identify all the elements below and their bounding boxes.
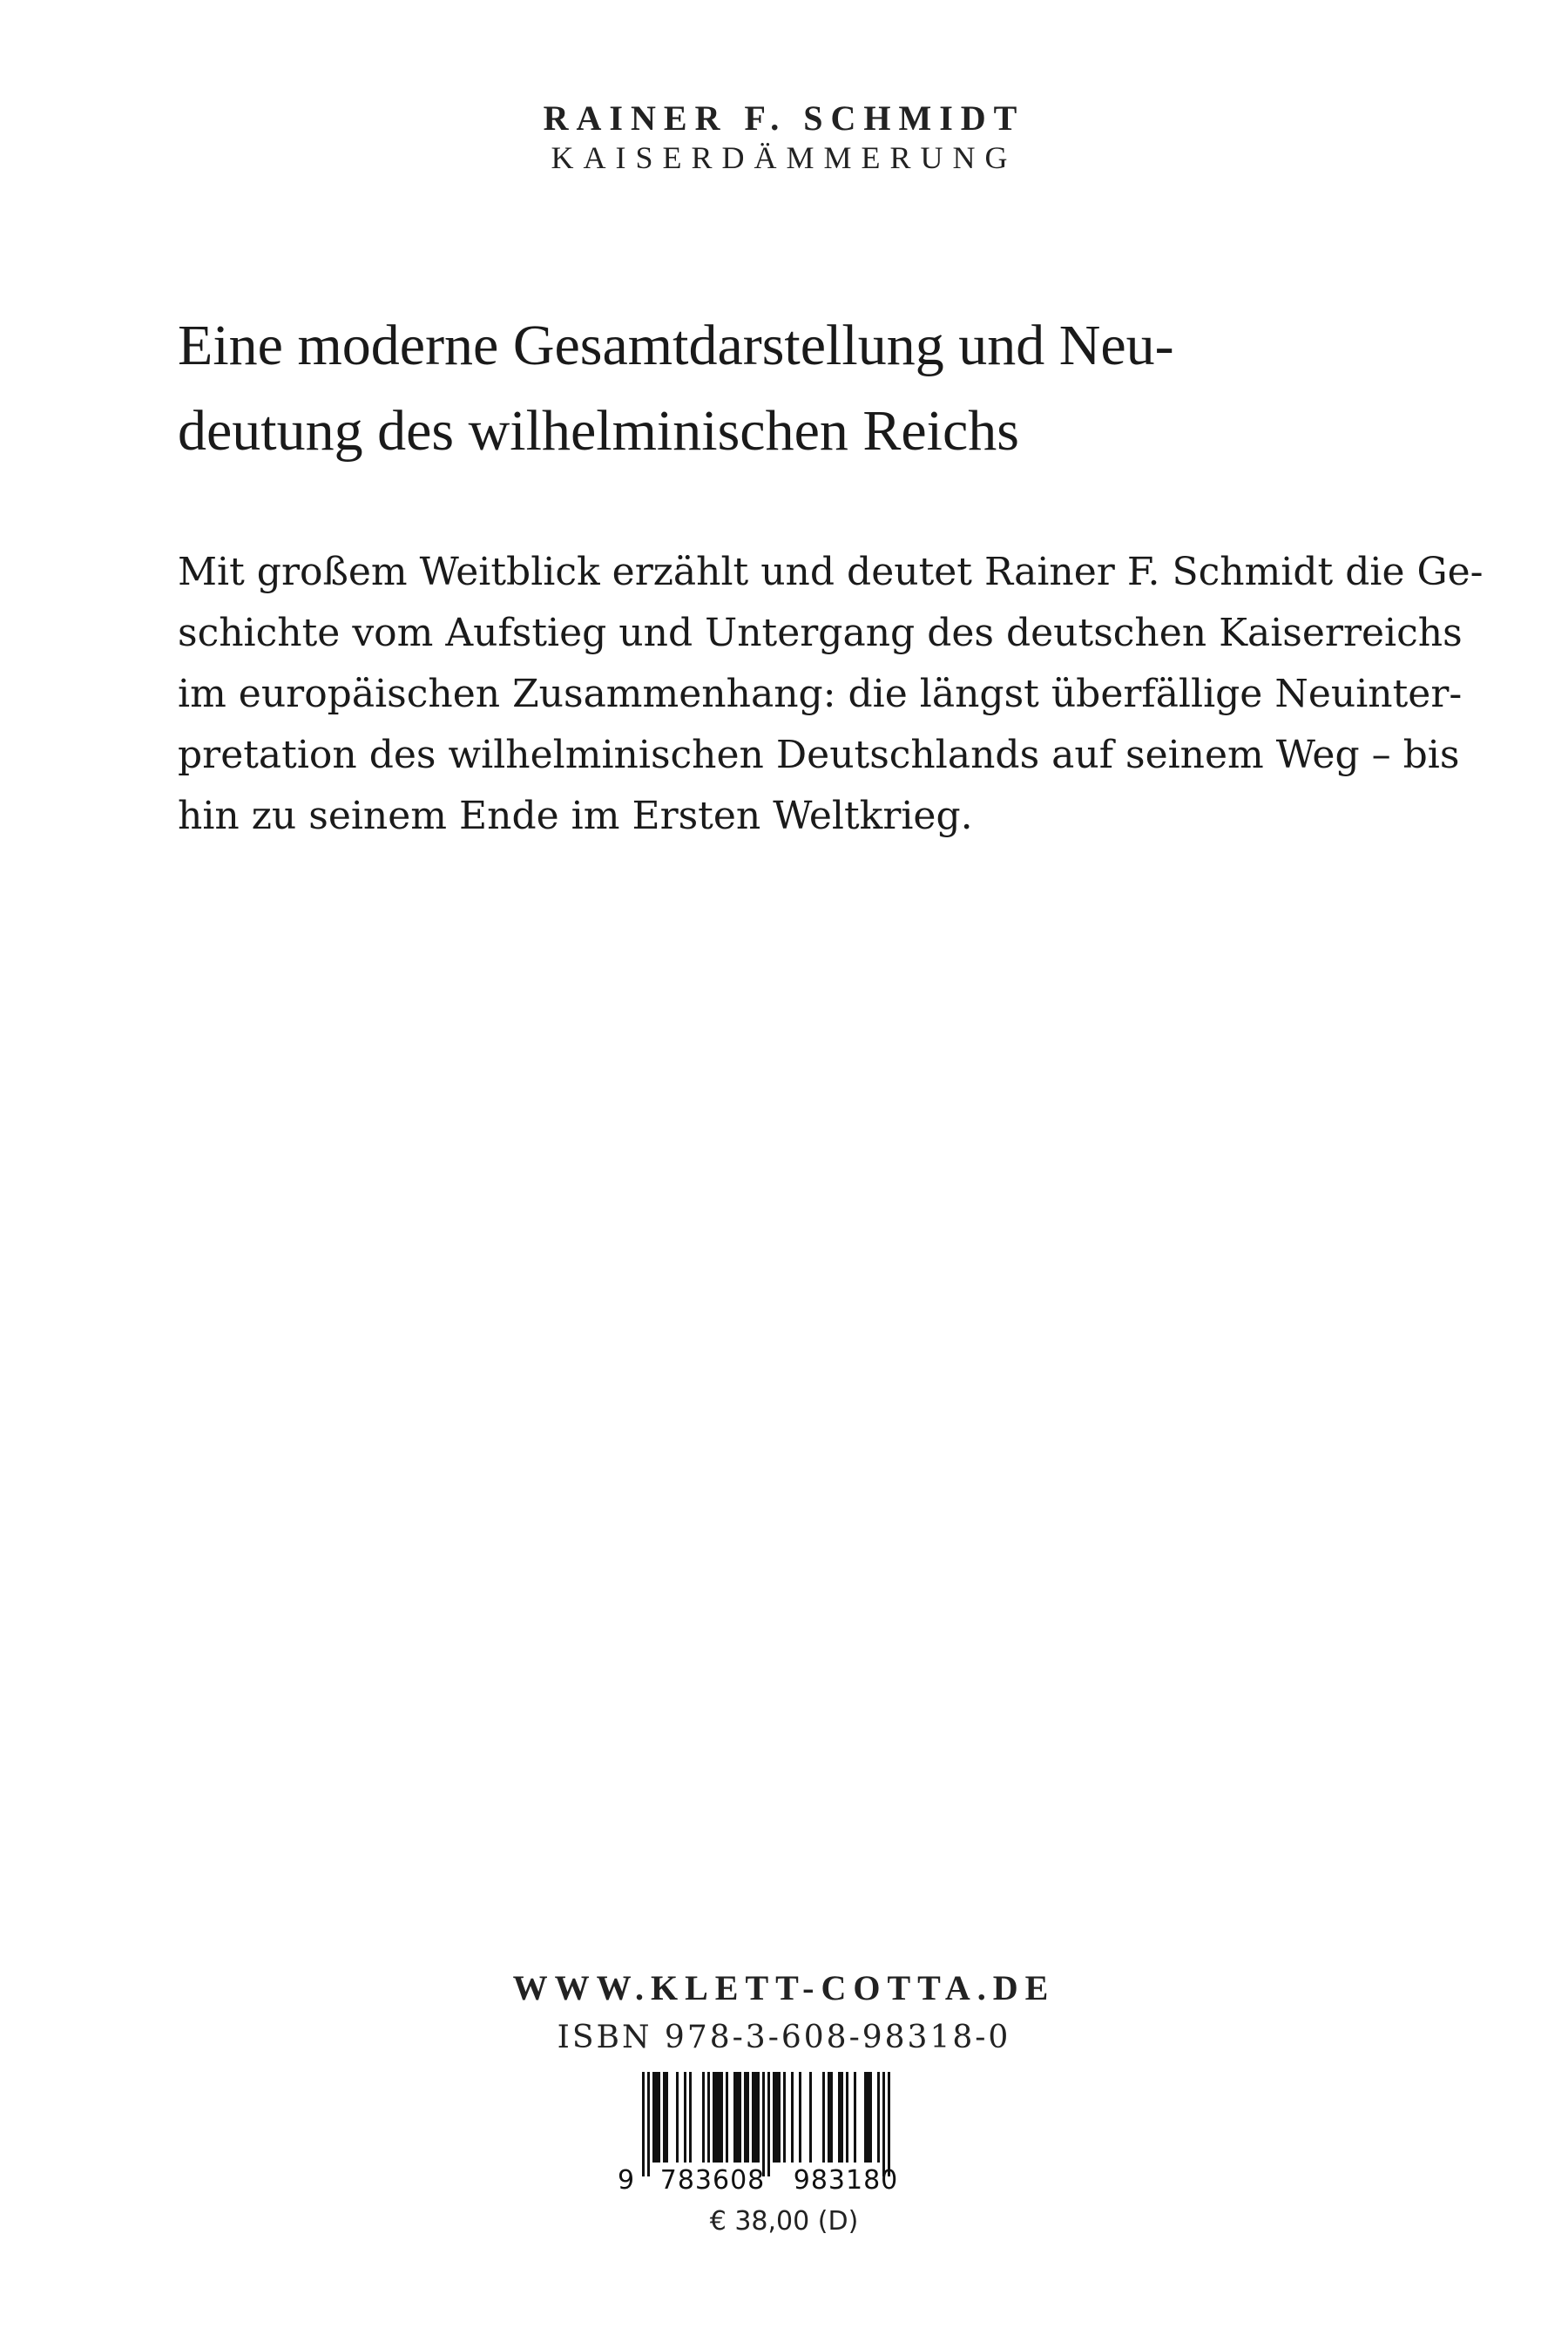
headline [178, 303, 1415, 474]
barcode-bar [733, 2072, 736, 2163]
barcode-bar [666, 2072, 668, 2163]
barcode-bar [846, 2072, 848, 2163]
barcode-bar [713, 2072, 715, 2163]
barcode-guard-bar [762, 2072, 765, 2176]
barcode-bar [747, 2072, 749, 2163]
blurb-line: schichte vom Aufstieg und Untergang des deutschen Kaiserreichs [178, 611, 1463, 655]
barcode-bar [838, 2072, 841, 2163]
barcode-guard-bar [767, 2072, 770, 2176]
barcode-bar [752, 2072, 754, 2163]
barcode-graphic [612, 2067, 961, 2197]
barcode-bar [869, 2072, 872, 2163]
barcode-bar [775, 2072, 778, 2163]
barcode-bar [715, 2072, 718, 2163]
isbn-number: ISBN 978-3-608-98318-0 [557, 2020, 1011, 2055]
book-title: KAISERDÄMMERUNG [551, 140, 1017, 175]
barcode-guard-bar [888, 2072, 890, 2176]
barcode-bar [841, 2072, 843, 2163]
barcode-bar [658, 2072, 660, 2163]
price: € 38,00 (D) [709, 2206, 859, 2237]
barcode-bar [791, 2072, 794, 2163]
barcode-bar [684, 2072, 686, 2163]
barcode-bar [828, 2072, 830, 2163]
barcode-first-digit: 9 [618, 2165, 635, 2196]
publisher-website: WWW.KLETT-COTTA.DE [512, 1968, 1056, 2007]
barcode-bar [778, 2072, 781, 2163]
headline-line: deutung des wilhelminischen Reichs [178, 399, 1019, 463]
barcode-bar [707, 2072, 710, 2163]
barcode-bar [652, 2072, 655, 2163]
blurb-line: Mit großem Weitblick erzählt und deutet Rainer F. Schmidt die Ge- [178, 550, 1484, 594]
barcode-bar [783, 2072, 786, 2163]
barcode-bar [854, 2072, 856, 2163]
barcode-bar [689, 2072, 692, 2163]
barcode-bar [822, 2072, 825, 2163]
barcode-bar [718, 2072, 720, 2163]
barcode-guard-bar [647, 2072, 650, 2176]
barcode-bar [676, 2072, 679, 2163]
barcode-bar [655, 2072, 658, 2163]
barcode-bar [799, 2072, 801, 2163]
barcode-bar [757, 2072, 760, 2163]
blurb-line: im europäischen Zusammenhang: die längst überfällige Neuinter- [178, 672, 1463, 716]
barcode-bar [720, 2072, 723, 2163]
barcode-bar [809, 2072, 812, 2163]
barcode [612, 2067, 961, 2197]
author-name: RAINER F. SCHMIDT [543, 98, 1025, 138]
barcode-bar [773, 2072, 775, 2163]
barcode-bar [726, 2072, 728, 2163]
headline-line: Eine moderne Gesamtdarstellung und Neu- [178, 314, 1174, 377]
barcode-bar [702, 2072, 705, 2163]
blurb-paragraph [178, 542, 1484, 847]
barcode-guard-bar [882, 2072, 885, 2176]
blurb-line: pretation des wilhelminischen Deutschlands auf seinem Weg – bis [178, 733, 1460, 777]
blurb-line: hin zu seinem Ende im Ersten Weltkrieg. [178, 794, 973, 838]
barcode-bar [877, 2072, 880, 2163]
barcode-bar [864, 2072, 867, 2163]
barcode-bar [739, 2072, 741, 2163]
barcode-right-digits: 983180 [793, 2165, 899, 2196]
barcode-bar [736, 2072, 739, 2163]
barcode-bar [754, 2072, 757, 2163]
barcode-bar [830, 2072, 833, 2163]
barcode-bar [867, 2072, 869, 2163]
barcode-bar [663, 2072, 666, 2163]
barcode-bar [744, 2072, 747, 2163]
barcode-guard-bar [642, 2072, 645, 2176]
barcode-left-digits: 783608 [659, 2165, 766, 2196]
